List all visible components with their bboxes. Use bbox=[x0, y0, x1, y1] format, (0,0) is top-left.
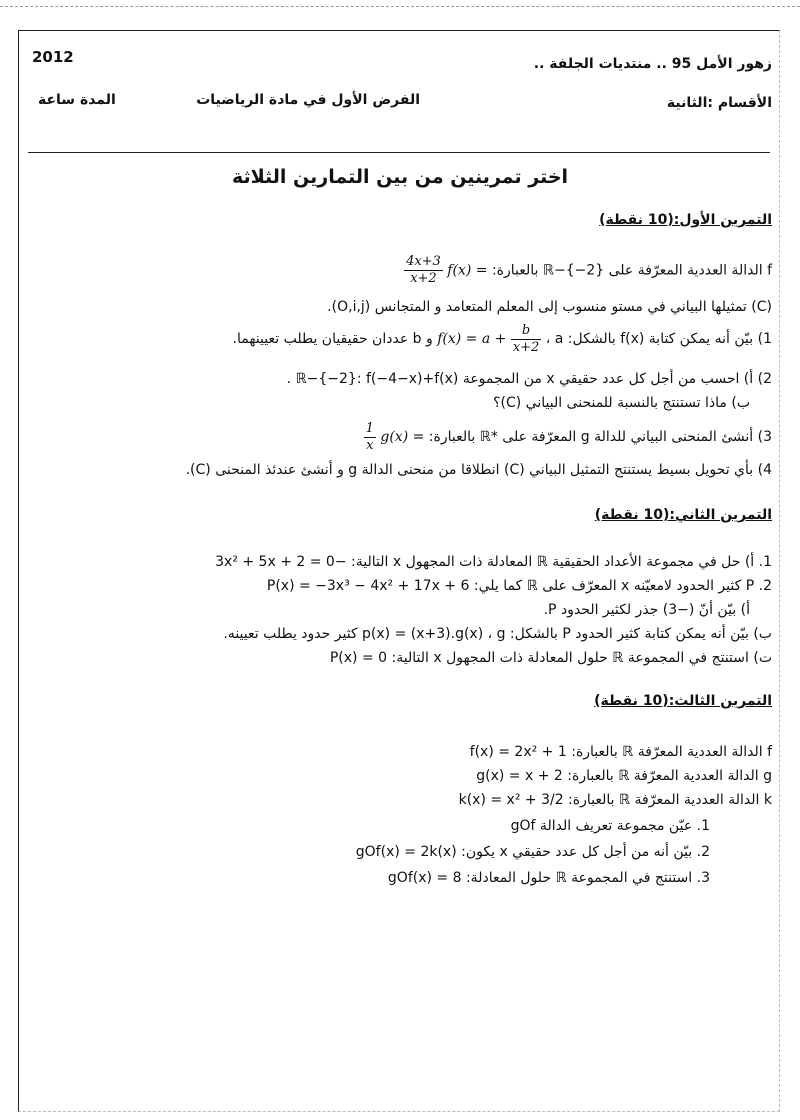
exercise-1-title: التمرين الأول:(10 نقطة) bbox=[599, 212, 772, 228]
ex1-line-1-lhs: f(x) = bbox=[447, 262, 488, 279]
ex1-line-3-lhs: f(x) = a + bbox=[437, 331, 507, 347]
ex2-line-3: أ) بيّن أنّ (−3) جذر لكثير الحدود P. bbox=[543, 602, 750, 618]
ex1-line-1-den: x+2 bbox=[410, 271, 437, 286]
ex1-line-1 bbox=[80, 254, 772, 287]
ex1-line-5: ب) ماذا تستنتج بالنسبة للمنحنى البياني (C)؟ bbox=[493, 395, 750, 411]
ex1-line-3-num: b bbox=[511, 323, 542, 340]
ex3-line-1: f الدالة العددية المعرّفة ℝ بالعبارة: f(x) = 2x² + 1 bbox=[469, 744, 772, 760]
ex1-line-1-fraction bbox=[404, 254, 443, 287]
ex3-line-4: 1. عيّن مجموعة تعريف الدالة gOf bbox=[510, 818, 710, 834]
exam-title: الفرض الأول في مادة الرياضيات bbox=[196, 92, 420, 108]
ex1-line-6-den: x bbox=[366, 437, 374, 453]
source-label: زهور الأمل 95 .. منتديات الجلفة .. bbox=[533, 56, 772, 72]
ex1-line-6 bbox=[80, 420, 772, 454]
year: 2012 bbox=[32, 48, 74, 66]
ex1-line-3-den: x+2 bbox=[512, 339, 540, 355]
ex1-line-7: 4) بأي تحويل بسيط يستنتج التمثيل البياني (C) انطلاقا من منحنى الدالة g و أنشئ عندئذ المنحنى (C). bbox=[185, 462, 772, 478]
ex1-line-6-fraction bbox=[364, 421, 376, 454]
exercise-2-title: التمرين الثاني:(10 نقطة) bbox=[594, 507, 772, 523]
ex1-line-1-text: f الدالة العددية المعرّفة على ℝ−{−2} بالعبارة: bbox=[491, 262, 772, 279]
ex1-line-3-fraction bbox=[511, 323, 542, 356]
ex1-line-6-num: 1 bbox=[365, 420, 374, 436]
ex1-line-3-tail: ، a و b عددان حقيقيان يطلب تعيينهما. bbox=[232, 331, 564, 347]
ex1-line-6-lhs: g(x) = bbox=[380, 429, 425, 445]
ex1-line-2: (C) تمثيلها البياني في مستو منسوب إلى المعلم المتعامد و المتجانس (O,i,j). bbox=[327, 299, 772, 315]
ex3-line-5: 2. بيّن أنه من أجل كل عدد حقيقي x يكون: gOf(x) = 2k(x) bbox=[355, 844, 710, 860]
ex3-line-3: k الدالة العددية المعرّفة ℝ بالعبارة: k(x) = x² + 3/2 bbox=[458, 792, 772, 808]
exercise-3-title: التمرين الثالث:(10 نقطة) bbox=[594, 693, 772, 709]
ex3-line-6: 3. استنتج في المجموعة ℝ حلول المعادلة: gOf(x) = 8 bbox=[387, 870, 710, 886]
header-divider bbox=[28, 152, 770, 153]
classes-label: الأقسام :الثانية bbox=[666, 95, 772, 111]
ex3-line-2: g الدالة العددية المعرّفة ℝ بالعبارة: g(x) = x + 2 bbox=[476, 768, 772, 784]
ex1-line-4: 2) أ) احسب من أجل كل عدد حقيقي x من المجموعة ℝ−{−2}: f(−4−x)+f(x) . bbox=[286, 371, 772, 387]
ex1-line-6-text: 3) أنشئ المنحنى البياني للدالة g المعرّفة على *ℝ بالعبارة: bbox=[428, 429, 772, 445]
ex1-line-3-text: 1) بيّن أنه يمكن كتابة f(x) بالشكل: bbox=[567, 331, 772, 347]
ex2-line-1: 1. أ) حل في مجموعة الأعداد الحقيقية ℝ المعادلة ذات المجهول x التالية: −3x² + 5x + 2 = 0 bbox=[215, 554, 772, 570]
ex1-line-1-num: 4x+3 bbox=[406, 254, 441, 269]
ex1-line-3 bbox=[80, 322, 772, 356]
top-dashed-border bbox=[0, 6, 800, 7]
page-title: اختر تمرينين من بين التمارين الثلاثة bbox=[231, 166, 569, 188]
ex2-line-2: 2. P كثير الحدود لامعيّنه x المعرّف على ℝ كما يلي: P(x) = −3x³ − 4x² + 17x + 6 bbox=[266, 578, 772, 594]
ex2-line-5: ت) استنتج في المجموعة ℝ حلول المعادلة ذات المجهول x التالية: P(x) = 0 bbox=[329, 650, 772, 666]
ex2-line-4: ب) بيّن أنه يمكن كتابة كثير الحدود P بالشكل: p(x) = (x+3).g(x) ، g كثير حدود يطلب تعيينه. bbox=[223, 626, 772, 642]
duration: المدة ساعة bbox=[38, 92, 116, 108]
